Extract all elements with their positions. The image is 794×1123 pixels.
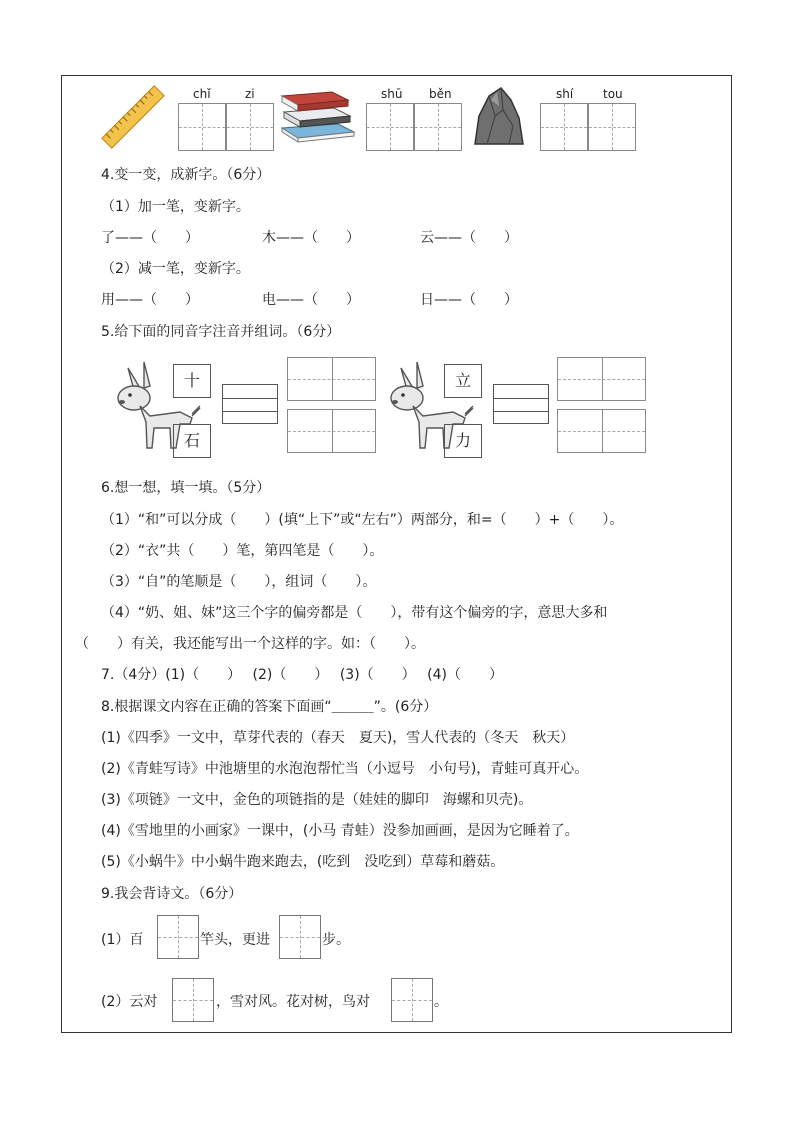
pinyin-zi: zi <box>245 87 255 101</box>
word-box[interactable] <box>557 409 646 453</box>
word-box[interactable] <box>557 357 646 401</box>
word-box[interactable] <box>287 357 376 401</box>
q4-sub1: （1）加一笔，变新字。 <box>101 199 250 215</box>
q8-line[interactable]: (5)《小蜗牛》中小蜗牛跑来跑去，(吃到 没吃到）草莓和蘑菇。 <box>101 854 505 870</box>
q9-title: 9.我会背诗文。（6分） <box>101 886 243 902</box>
poem-answer-box[interactable] <box>279 915 321 959</box>
q6-line[interactable]: （2）“衣”共（ ）笔，第四笔是（ ）。 <box>101 543 384 559</box>
poem-answer-box[interactable] <box>172 978 214 1022</box>
stone-icon <box>469 86 525 148</box>
q4-item[interactable]: 云——（ ） <box>420 230 518 246</box>
q4-title: 4.变一变，成新字。（6分） <box>101 167 271 183</box>
q4-sub2: （2）减一笔，变新字。 <box>101 261 250 277</box>
q8-line[interactable]: (2)《青蛙写诗》中池塘里的水泡泡帮忙当（小逗号 小句号)，青蛙可真开心。 <box>101 761 589 777</box>
homophone-char: 立 <box>444 364 482 398</box>
pinyin-ben: běn <box>429 87 452 101</box>
q9-text: (1）百 <box>101 932 144 948</box>
homophone-char: 十 <box>173 364 211 398</box>
q6-line[interactable]: （3）“自”的笔顺是（ ），组词（ ）。 <box>101 574 377 590</box>
tianzige-box[interactable] <box>226 103 274 151</box>
books-icon <box>278 88 358 144</box>
q9-text: ，雪对风。花对树，鸟对 <box>216 994 370 1010</box>
q4-item[interactable]: 用——（ ） <box>101 292 199 308</box>
homophone-char: 石 <box>173 424 211 458</box>
tianzige-box[interactable] <box>414 103 462 151</box>
q4-item[interactable]: 电——（ ） <box>262 292 360 308</box>
q8-line[interactable]: (3)《项链》一文中，金色的项链指的是（娃娃的脚印 海螺和贝壳)。 <box>101 792 533 808</box>
q8-line[interactable]: (1)《四季》一文中，草芽代表的（春天 夏天)，雪人代表的（冬天 秋天） <box>101 730 575 746</box>
pinyin-lines[interactable] <box>493 384 549 424</box>
q7-line[interactable]: 7.（4分）(1)（ ） (2)（ ） (3)（ ） (4)（ ） <box>101 667 503 683</box>
q4-item[interactable]: 了——（ ） <box>101 230 199 246</box>
pinyin-tou: tou <box>603 87 623 101</box>
q8-line[interactable]: (4)《雪地里的小画家》一课中，(小马 青蛙）没参加画画，是因为它睡着了。 <box>101 823 579 839</box>
tianzige-box[interactable] <box>588 103 636 151</box>
q9-text: (2）云对 <box>101 994 158 1010</box>
tianzige-box[interactable] <box>540 103 588 151</box>
ruler-icon <box>100 84 166 150</box>
pinyin-lines[interactable] <box>222 384 278 424</box>
q5-title: 5.给下面的同音字注音并组词。（6分） <box>101 324 341 340</box>
homophone-char: 力 <box>444 424 482 458</box>
q9-text: 。 <box>434 994 448 1010</box>
q9-text: 步。 <box>322 932 350 948</box>
poem-answer-box[interactable] <box>157 915 199 959</box>
pinyin-chi: chǐ <box>193 87 211 101</box>
word-box[interactable] <box>287 409 376 453</box>
q6-line[interactable]: （ ）有关，我还能写出一个这样的字。如：（ ）。 <box>75 636 425 652</box>
poem-answer-box[interactable] <box>391 978 433 1022</box>
pinyin-shi: shí <box>556 87 574 101</box>
pinyin-shu: shū <box>381 87 403 101</box>
tianzige-box[interactable] <box>366 103 414 151</box>
q9-text: 竿头，更进 <box>200 932 270 948</box>
q6-line[interactable]: （4）“奶、姐、妹”这三个字的偏旁都是（ ），带有这个偏旁的字，意思大多和 <box>101 605 608 621</box>
q6-line[interactable]: （1）“和”可以分成（ ）(填“上下”或“左右”）两部分，和=（ ）+（ ）。 <box>101 512 624 528</box>
q8-title: 8.根据课文内容在正确的答案下面画“＿＿＿”。(6分） <box>101 699 438 715</box>
q4-item[interactable]: 日——（ ） <box>420 292 518 308</box>
q4-item[interactable]: 木——（ ） <box>262 230 360 246</box>
tianzige-box[interactable] <box>178 103 226 151</box>
q6-title: 6.想一想，填一填。（5分） <box>101 480 271 496</box>
